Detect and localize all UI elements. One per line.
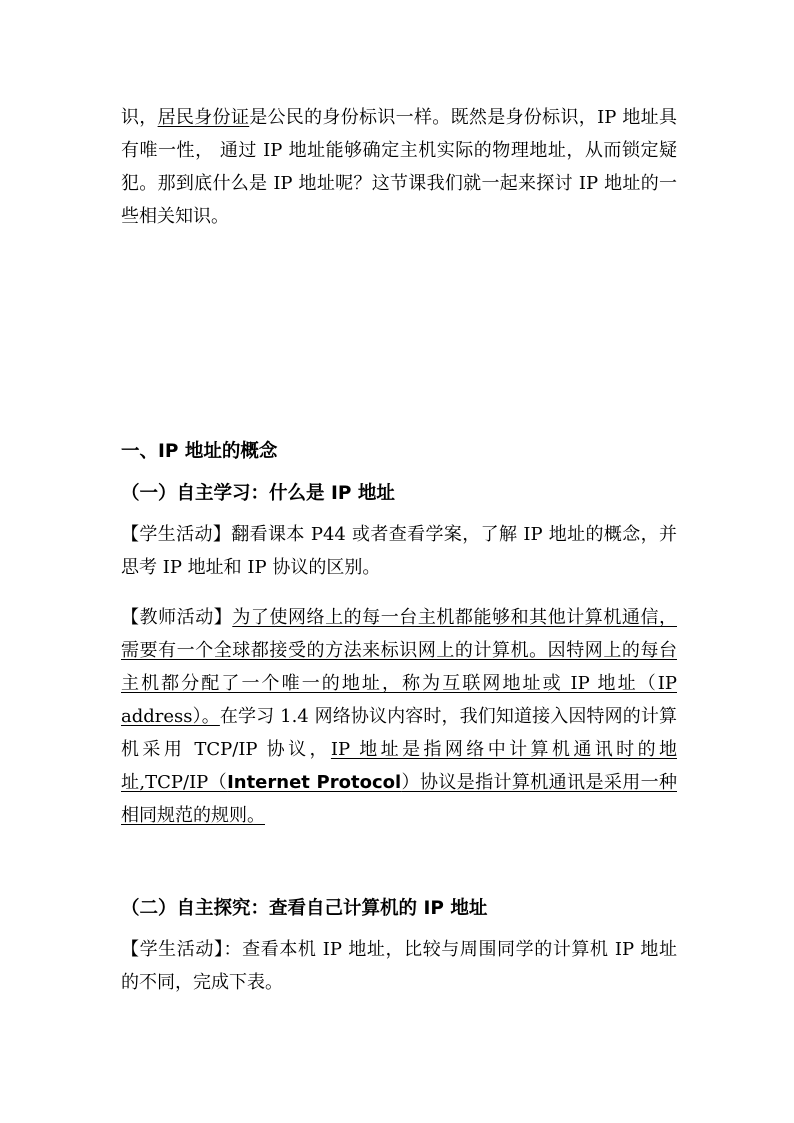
teacher-activity [121, 601, 677, 832]
intro-part1: 识， [121, 107, 158, 128]
subsection-1-title: （一）自主学习：什么是 IP 地址 [121, 483, 395, 504]
teacher-activity-tag: 【教师活动】 [121, 607, 233, 628]
intro-part2: 是公民的身份标识一样。既然是身份标识，IP 地址具有唯一性， 通过 IP 地址能够确定主机实际的物理地址，从而锁定疑犯。那到底什么是 IP 地址呢？这节课我们就一起来探讨 IP 地址的一些相关知识。 [121, 107, 677, 227]
subsection-2 [121, 892, 677, 925]
teacher-underlined-1: 为了使网络上的每一台主机都能够和其他计算机通信，需要有一个全球都接受的方法来标识网上的计算机。因特网上的每台主机都分配了一个唯一的地址，称为互联网地址或 IP 地址（IP address）。 [121, 607, 677, 727]
student-activity-2 [121, 933, 677, 999]
section-1 [121, 435, 677, 468]
student-activity-2-tag: 【学生活动】 [121, 939, 224, 960]
student-activity-1-text [121, 518, 677, 584]
intro-text [121, 101, 677, 233]
intro-paragraph [121, 101, 677, 233]
subsection-1 [121, 477, 677, 510]
teacher-underlined-english: Internet Protocol [227, 772, 402, 793]
student-activity-tag: 【学生活动】 [121, 524, 232, 545]
teacher-underlined-3: IP 地址是指网络中计算机通讯时的地址,TCP/IP（ [121, 739, 677, 793]
id-card-underlined: 居民身份证 [157, 107, 250, 128]
student-activity-2-text [121, 933, 677, 999]
teacher-text-2: 在学习 1.4 网络协议内容时，我们知道接入因特网的计算机采用 TCP/IP 协议， [121, 706, 677, 760]
subsection-2-title: （二）自主探究：查看自己计算机的 IP 地址 [121, 898, 488, 919]
section-1-title: 一、IP 地址的概念 [121, 441, 278, 462]
student-activity-body: 翻看课本 P44 或者查看学案，了解 IP 地址的概念，并思考 IP 地址和 IP 协议的区别。 [121, 524, 677, 578]
student-activity-2-body: ：查看本机 IP 地址，比较与周围同学的计算机 IP 地址的不同，完成下表。 [121, 939, 678, 993]
student-activity-1 [121, 518, 677, 584]
teacher-activity-text [121, 601, 677, 832]
teacher-underlined-4: ）协议是指计算机通讯是采用一种相同规范的规则。 [121, 772, 677, 826]
